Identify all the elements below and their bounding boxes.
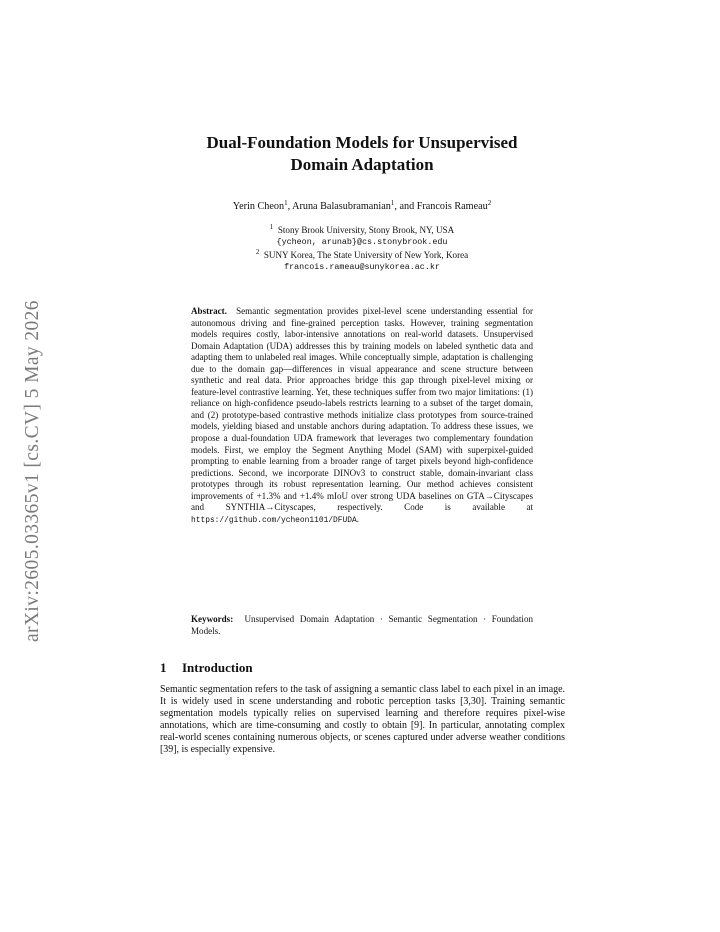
affiliation-line [160, 249, 564, 261]
author-name: Francois Rameau [416, 201, 488, 212]
affiliation-line [160, 224, 564, 236]
affiliation-email[interactable]: francois.rameau@sunykorea.ac.kr [284, 261, 440, 272]
keywords-label: Keywords: [191, 614, 234, 624]
title-line-2: Domain Adaptation [290, 155, 434, 174]
affiliation-marker: 2 [487, 199, 492, 207]
author-name: Aruna Balasubramanian [292, 201, 391, 212]
affiliation-marker: 1 [390, 199, 395, 207]
section-number: 1 [160, 660, 167, 675]
affiliation-name: Stony Brook University, Stony Brook, NY, USA [277, 225, 455, 235]
author-connector: , and [394, 201, 417, 212]
affiliation-email[interactable]: {ycheon, arunab}@cs.stonybrook.edu [276, 237, 448, 248]
abstract [191, 306, 533, 526]
abstract-label: Abstract. [191, 306, 227, 316]
keywords [191, 614, 533, 637]
section-title: Introduction [182, 660, 253, 675]
affiliation-marker: 1 [284, 199, 288, 207]
intro-paragraph: Semantic segmentation refers to the task of assigning a semantic class label to each pixel in an image. It is widely used in scene understanding and robotic perception tasks [3,30]. Training semantic segmentation models typically relies on supervised learning and therefore requires pixel-wise annotations, which are time-consuming and costly to obtain [9]. In particular, annotating complex real-world scenes containing numerous objects, or scenes captured under adverse weather conditions [39], is especially expensive. [160, 684, 565, 756]
section-heading [160, 660, 253, 676]
affiliations [160, 224, 564, 273]
affiliation-name: SUNY Korea, The State University of New York, Korea [263, 249, 469, 260]
abstract-end: . [356, 513, 359, 524]
keywords-text: Unsupervised Domain Adaptation · Semantic Segmentation · Foundation Models. [191, 614, 533, 636]
code-link[interactable]: https://github.com/ycheon1101/DFUDA [191, 515, 357, 525]
affiliation-marker: 1 [269, 223, 274, 231]
author-name: Yerin Cheon [232, 201, 285, 212]
affiliation-marker: 2 [255, 247, 260, 256]
paper-title [160, 132, 564, 176]
title-line-1: Dual-Foundation Models for Unsupervised [206, 133, 518, 152]
abstract-text: Semantic segmentation provides pixel-level scene understanding essential for autonomous driving and fine-grained perception tasks. However, training segmentation models requires costly, labor-intensive annotations on real-world datasets. Unsupervised Domain Adaptation (UDA) addresses this by training models on labeled synthetic data and adapting them to unlabeled real images. While conceptually simple, adaptation is challenging due to the domain gap—differences in visual appearance and scene structure between synthetic and real data. Prior approaches bridge this gap through pixel-level mixing or feature-level contrastive learning. Yet, these techniques suffer from two major limitations: (1) reliance on high-confidence pseudo-labels restricts learning to a subset of the target domain, and (2) prototype-based contrastive methods initialize class prototypes from source-trained models, yielding biased and unstable anchors during adaptation. To address these issues, we propose a dual-foundation UDA framework that leverages two complementary foundation models. First, we employ the Segment Anything Model (SAM) with superpixel-guided prompting to enable learning from a broader range of target pixels beyond high-confidence predictions. Second, we incorporate DINOv3 to construct stable, domain-invariant class prototypes through its robust representation learning. Our method achieves consistent improvements of +1.3% and +1.4% mIoU over strong UDA baselines on GTA→Cityscapes and SYNTHIA→Cityscapes, respectively. Code is available at [191, 306, 533, 513]
arxiv-identifier: arXiv:2605.03365v1 [cs.CV] 5 May 2026 [22, 300, 43, 642]
author-list: Yerin Cheon$^1$, Aruna Balasubramanian$^1$, and Francois Rameau$^2$ [232, 199, 492, 212]
